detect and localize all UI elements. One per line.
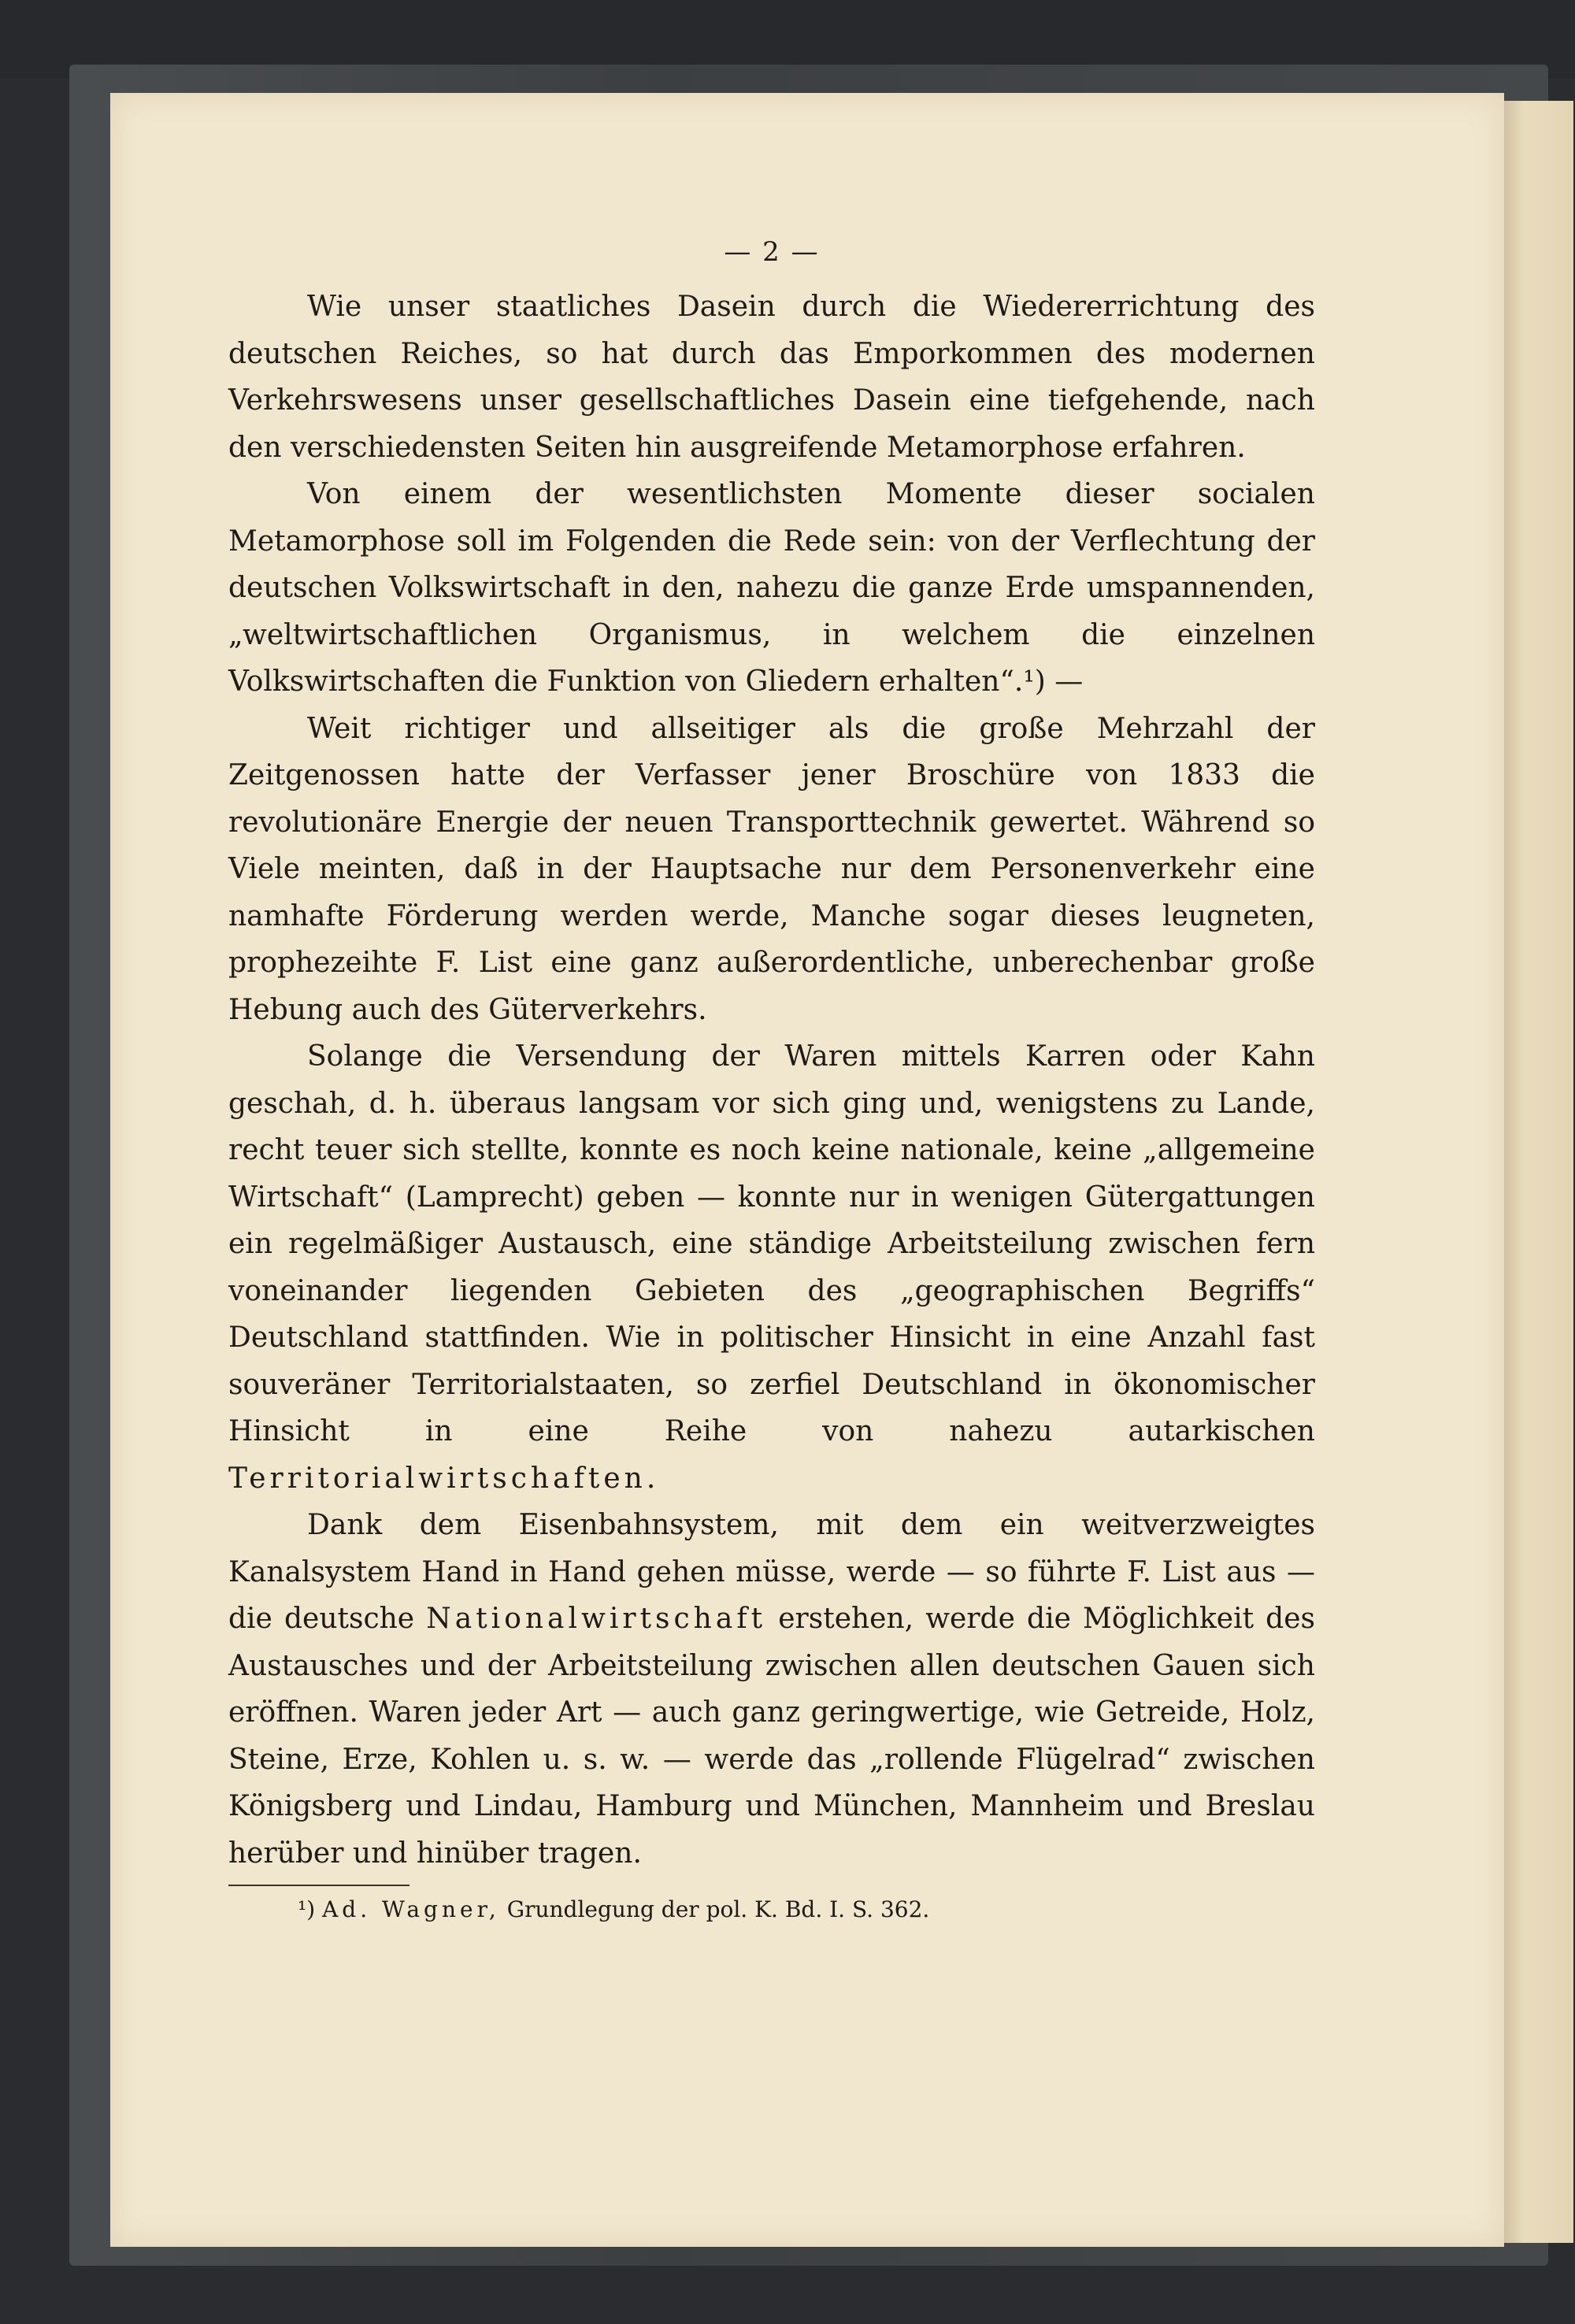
paragraph-1: Wie unser staatliches Dasein durch die Wiedererrichtung des deutschen Reiches, so hat durch das Emporkommen des modernen Verkehrswesens unser gesellschaftliches Dasein eine tiefgehende, nach den verschiedensten Seiten hin ausgreifende Metamorphose erfahren. xyxy=(228,291,1315,464)
paragraph-5-text-b: erstehen, werde die Möglichkeit des Austausches und der Arbeitsteilung zwischen allen deutschen Gauen sich eröffnen. Waren jeder Art — auch ganz geringwertige, wie Getreide, Holz, Steine, Erze, Kohlen u. s. w. — werde das „rollende Flügelrad“ zwischen Königsberg und Lindau, Hamburg und München, Mannheim und Breslau herüber und hinüber tragen. xyxy=(228,1603,1316,1870)
paragraph-4-end: . xyxy=(646,1462,656,1495)
paragraph-4-text: Solange die Versendung der Waren mittels Karren oder Kahn geschah, d. h. überaus langsam vor sich ging und, wenigstens zu Lande, recht teuer sich stellte, konnte es noch keine nationale, keine „allgemeine Wirtschaft“ (Lamprecht) geben — konnte nur in wenigen Gütergattungen ein regelmäßiger Austausch, eine ständige Arbeitsteilung zwischen fern voneinander liegenden Gebieten des „geographischen Begriffs“ Deutschland stattfinden. Wie in politischer Hinsicht in eine Anzahl fast souveräner Territorialstaaten, so zerfiel Deutschland in ökonomischer Hinsicht in eine Reihe von nahezu autarkischen xyxy=(228,1040,1315,1447)
paragraph-5-text-a: Dank dem Eisenbahnsystem, mit dem ein weitverzweigtes Kanalsystem Hand in Hand gehen müsse, werde — so führte F. List aus — die deutsche xyxy=(228,1509,1315,1635)
footnote-author: Ad. Wagner, xyxy=(322,1896,500,1922)
paragraph-2: Von einem der wesentlichsten Momente dieser socialen Metamorphose soll im Folgenden die Rede sein: von der Verflechtung der deutschen Volkswirtschaft in den, nahezu die ganze Erde umspannenden, „weltwirtschaftlichen Organismus, in welchem die einzelnen Volkswirtschaften die Funktion von Gliedern erhalten“.¹) — xyxy=(228,478,1315,698)
spaced-term-territorialwirtschaften: Territorialwirtschaften xyxy=(228,1462,647,1495)
text-block xyxy=(228,236,1315,1926)
footnote-divider xyxy=(228,1885,410,1886)
paragraph-5 xyxy=(228,1502,1315,1877)
footnote-text: Grundlegung der pol. K. Bd. I. S. 362. xyxy=(506,1896,930,1922)
page-number: — 2 — xyxy=(724,236,820,268)
paragraph-3: Weit richtiger und allseitiger als die große Mehrzahl der Zeitgenossen hatte der Verfasser jener Broschüre von 1833 die revolutionäre Energie der neuen Transporttechnik gewertet. Während so Viele meinten, daß in der Hauptsache nur dem Personenverkehr eine namhafte Förderung werden werde, Manche sogar dieses leugneten, prophezeihte F. List eine ganz außerordentliche, unberechenbar große Hebung auch des Güterverkehrs. xyxy=(228,712,1315,1026)
adjacent-page-edge xyxy=(1500,101,1573,2243)
footnote xyxy=(228,1894,1315,1926)
footnote-marker: ¹) xyxy=(298,1896,316,1922)
spaced-term-nationalwirtschaft: Nationalwirtschaft xyxy=(426,1603,767,1635)
paragraph-4 xyxy=(228,1033,1315,1502)
